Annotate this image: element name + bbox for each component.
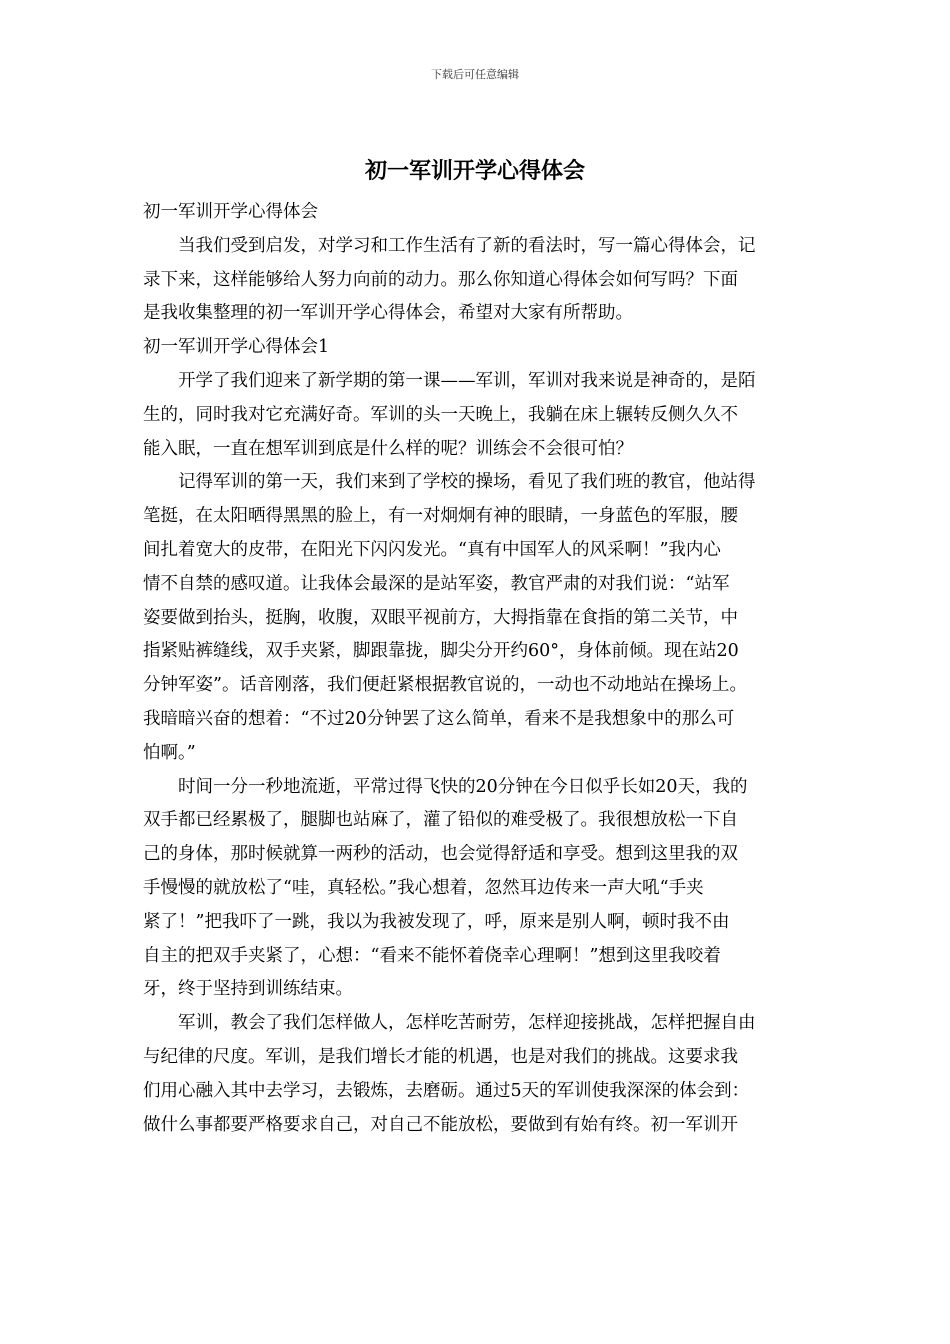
body-text-line: 与纪律的尺度。军训，是我们增长才能的机遇，也是对我们的挑战。这要求我 xyxy=(143,1046,738,1067)
body-text-line: 能入眠，一直在想军训到底是什么样的呢？训练会不会很可怕？ xyxy=(143,438,633,459)
body-text-line: 手慢慢的就放松了“哇，真轻松。”我心想着，忽然耳边传来一声大吼“手夹 xyxy=(143,877,704,898)
body-text-line: 军训，教会了我们怎样做人，怎样吃苦耐劳，怎样迎接挑战，怎样把握自由 xyxy=(178,1013,756,1034)
body-text-line: 录下来，这样能够给人努力向前的动力。那么你知道心得体会如何写吗？下面 xyxy=(143,269,738,290)
body-text-line: 姿要做到抬头，挺胸，收腹，双眼平视前方，大拇指靠在食指的第二关节，中 xyxy=(143,607,738,628)
body-text-line: 间扎着宽大的皮带，在阳光下闪闪发光。“真有中国军人的风采啊！”我内心 xyxy=(143,539,721,560)
body-text-line: 情不自禁的感叹道。让我体会最深的是站军姿，教官严肃的对我们说：“站军 xyxy=(143,573,730,594)
body-text-line: 们用心融入其中去学习，去锻炼，去磨砺。通过5天的军训使我深深的体会到： xyxy=(143,1080,750,1101)
body-text-line: 分钟军姿”。话音刚落，我们便赶紧根据教官说的，一动也不动地站在操场上。 xyxy=(143,675,747,696)
body-text-line: 自主的把双手夹紧了，心想：“看来不能怀着侥幸心理啊！”想到这里我咬着 xyxy=(143,945,721,966)
body-text-line: 初一军训开学心得体会1 xyxy=(143,337,330,358)
body-text-line: 双手都已经累极了，腿脚也站麻了，灌了铅似的难受极了。我很想放松一下自 xyxy=(143,810,738,831)
document-title: 初一军训开学心得体会 xyxy=(364,158,585,184)
document-body xyxy=(143,196,808,1142)
body-text-line: 笔挺，在太阳晒得黑黑的脸上，有一对炯炯有神的眼睛，一身蓝色的军服，腰 xyxy=(143,506,738,527)
body-text-line: 做什么事都要严格要求自己，对自己不能放松，要做到有始有终。初一军训开 xyxy=(143,1114,738,1135)
body-text-line: 开学了我们迎来了新学期的第一课——军训，军训对我来说是神奇的，是陌 xyxy=(178,370,756,391)
body-text-line: 己的身体，那时候就算一两秒的活动，也会觉得舒适和享受。想到这里我的双 xyxy=(143,844,738,865)
body-text-line: 怕啊。” xyxy=(143,742,196,763)
body-text-line: 记得军训的第一天，我们来到了学校的操场，看见了我们班的教官，他站得 xyxy=(178,472,756,493)
body-text-line: 当我们受到启发，对学习和工作生活有了新的看法时，写一篇心得体会，记 xyxy=(178,235,756,256)
body-text-line: 是我收集整理的初一军训开学心得体会，希望对大家有所帮助。 xyxy=(143,303,633,324)
body-text-line: 我暗暗兴奋的想着：“不过20分钟罢了这么简单，看来不是我想象中的那么可 xyxy=(143,708,735,729)
body-text-line: 生的，同时我对它充满好奇。军训的头一天晚上，我躺在床上辗转反侧久久不 xyxy=(143,404,738,425)
body-text-line: 牙，终于坚持到训练结束。 xyxy=(143,979,353,1000)
body-text-line: 初一军训开学心得体会 xyxy=(143,202,318,222)
body-text-line: 时间一分一秒地流逝，平常过得飞快的20分钟在今日似乎长如20天，我的 xyxy=(178,776,748,797)
page-header-note: 下载后可任意编辑 xyxy=(431,68,519,81)
body-text-line: 指紧贴裤缝线，双手夹紧，脚跟靠拢，脚尖分开约60°，身体前倾。现在站20 xyxy=(143,641,739,662)
body-text-line: 紧了！”把我吓了一跳，我以为我被发现了，呼，原来是别人啊，顿时我不由 xyxy=(143,911,730,932)
